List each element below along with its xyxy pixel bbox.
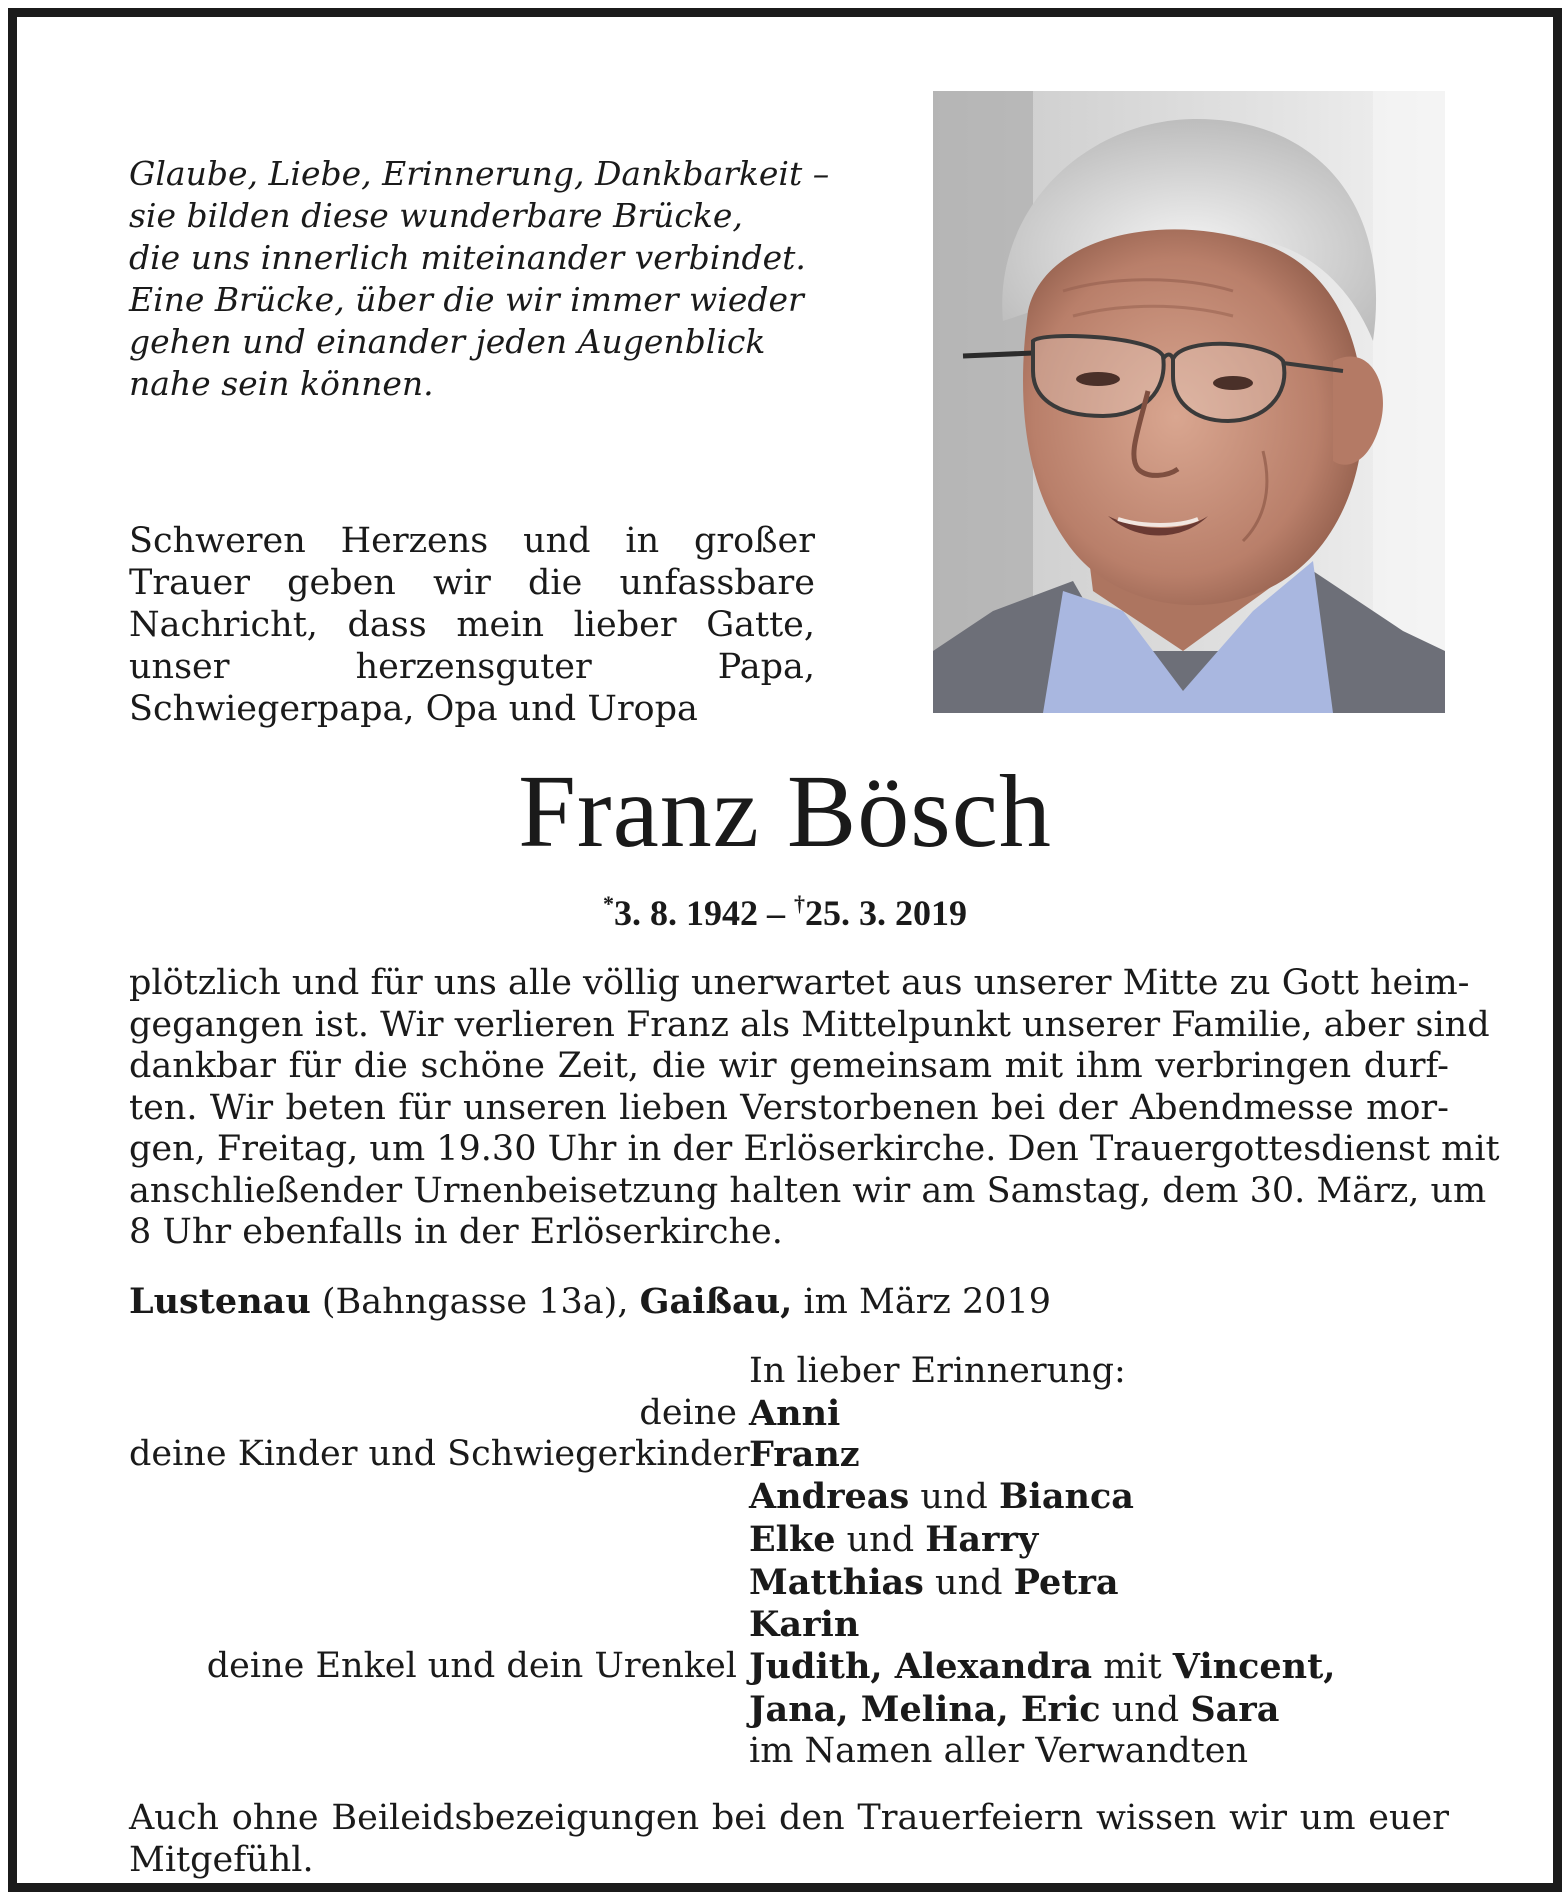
- deceased-name: Franz Bösch: [518, 754, 1052, 869]
- family-name: Andreas: [749, 1476, 910, 1518]
- family-connector: mit: [1103, 1646, 1162, 1687]
- family-name: Anni: [749, 1392, 841, 1434]
- family-name: Franz: [749, 1434, 860, 1476]
- family-row: [129, 1434, 1449, 1476]
- family-connector: und: [920, 1477, 988, 1518]
- family-connector: und: [935, 1562, 1003, 1603]
- poem-line: sie bilden diese wunderbare Brücke,: [129, 196, 743, 235]
- family-row: [129, 1393, 1449, 1435]
- date-separator: –: [758, 893, 794, 933]
- obituary-frame: [8, 8, 1562, 1892]
- family-name: Judith, Alexandra: [749, 1645, 1093, 1687]
- birth-symbol: *: [603, 891, 614, 916]
- town-lustenau: Lustenau: [129, 1281, 311, 1322]
- intro-text: Schweren Herzens und in großer Trauer geben wir die unfassbare Nachricht, dass mein lieber Gatte, unser herzensguter Papa, Schwiegerpapa, Opa und Uropa: [129, 521, 815, 729]
- closing-line: Mitgefühl.: [129, 1840, 314, 1880]
- family-name: Jana, Melina, Eric: [749, 1688, 1101, 1730]
- family-name: Elke: [749, 1518, 836, 1560]
- family-name: Vincent,: [1172, 1645, 1336, 1687]
- announcement-line: gen, Freitag, um 19.30 Uhr in der Erlöserkirche. Den Trauergottesdienst mit: [129, 1129, 1500, 1169]
- closing-line: Auch ohne Beileidsbezeigungen bei den Trauerfeiern wissen wir um euer: [129, 1798, 1449, 1838]
- death-date: 25. 3. 2019: [805, 893, 967, 933]
- family-row: [129, 1562, 1449, 1605]
- family-list: [129, 1351, 1449, 1773]
- announcement-line: dankbar für die schöne Zeit, die wir gemeinsam mit ihm verbringen durf-: [129, 1046, 1449, 1086]
- family-row: [129, 1646, 1449, 1689]
- family-row: [129, 1519, 1449, 1562]
- family-name: Bianca: [998, 1476, 1134, 1518]
- announcement-date: im März 2019: [792, 1282, 1052, 1322]
- family-row: [129, 1351, 1449, 1393]
- memorial-poem: [129, 153, 829, 405]
- family-label-grandchildren: deine Enkel und dein Urenkel: [206, 1645, 737, 1686]
- obituary-content: [17, 17, 1553, 1883]
- family-header: In lieber Erinnerung:: [749, 1351, 1126, 1391]
- family-name: Matthias: [749, 1561, 924, 1603]
- family-relatives: im Namen aller Verwandten: [749, 1731, 1248, 1772]
- portrait-photo: [933, 91, 1445, 713]
- town-gaissau: Gaißau,: [639, 1281, 793, 1322]
- poem-line: Eine Brücke, über die wir immer wieder: [129, 280, 804, 319]
- place-and-date: [129, 1281, 1051, 1323]
- announcement-line: ten. Wir beten für unseren lieben Verstorbenen bei der Abendmesse mor-: [129, 1087, 1449, 1128]
- family-row: [129, 1476, 1449, 1519]
- announcement-text: [129, 963, 1500, 1254]
- address: (Bahngasse 13a),: [310, 1282, 640, 1322]
- family-label-wife: deine: [639, 1392, 737, 1433]
- announcement-line: gegangen ist. Wir verlieren Franz als Mittelpunkt unserer Familie, aber sind: [129, 1004, 1490, 1045]
- poem-line: nahe sein können.: [129, 364, 434, 403]
- family-connector: und: [846, 1519, 915, 1560]
- family-name: Karin: [749, 1604, 860, 1646]
- family-name: Sara: [1190, 1688, 1280, 1730]
- poem-line: gehen und einander jeden Augenblick: [129, 322, 766, 361]
- announcement-line: 8 Uhr ebenfalls in der Erlöserkirche.: [129, 1212, 783, 1252]
- family-name: Petra: [1013, 1561, 1119, 1603]
- poem-line: die uns innerlich miteinander verbindet.: [129, 238, 806, 277]
- birth-date: 3. 8. 1942: [614, 893, 758, 933]
- announcement-line: anschließender Urnenbeisetzung halten wir am Samstag, dem 30. März, um: [129, 1170, 1487, 1211]
- closing-text: [129, 1797, 1449, 1881]
- family-row: [129, 1689, 1449, 1732]
- life-dates: [17, 891, 1553, 934]
- family-label-children: deine Kinder und Schwiegerkinder: [129, 1434, 750, 1475]
- announcement-line: plötzlich und für uns alle völlig unerwartet aus unserer Mitte zu Gott heim-: [129, 963, 1470, 1003]
- family-row: [129, 1731, 1449, 1773]
- family-name: Harry: [925, 1518, 1039, 1560]
- family-connector: und: [1111, 1689, 1180, 1730]
- death-symbol: †: [794, 891, 805, 916]
- poem-line: Glaube, Liebe, Erinnerung, Dankbarkeit –: [129, 154, 830, 193]
- portrait-photo-icon: [933, 91, 1445, 713]
- family-row: [129, 1604, 1449, 1646]
